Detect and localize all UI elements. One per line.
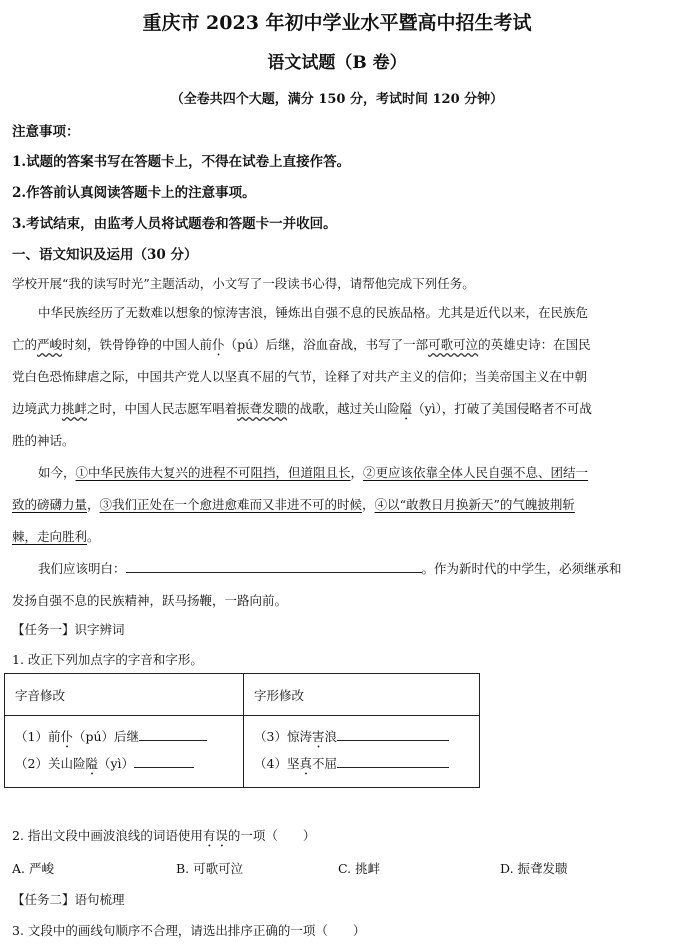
dotted-char: 仆 bbox=[212, 337, 225, 352]
passage-line: 致的磅礴力量，③我们正处在一个愈进愈难而又非进不可的时候，④以“敢教日月换新天”的气魄披荆斩 bbox=[12, 497, 575, 512]
passage-line: 棘，走向胜利。 bbox=[12, 529, 100, 544]
question-2: 2. 指出文段中画波浪线的词语使用有误的一项（ ） bbox=[12, 828, 316, 843]
answer-blank[interactable] bbox=[126, 558, 422, 573]
reading-passage bbox=[12, 297, 662, 617]
notice-item-3: 3.考试结束，由监考人员将试题卷和答题卡一并收回。 bbox=[12, 216, 337, 232]
answer-blank[interactable] bbox=[337, 753, 449, 768]
exam-info: （全卷共四个大题，满分 150 分，考试时间 120 分钟） bbox=[170, 92, 504, 107]
question-1: 1. 改正下列加点字的字音和字形。 bbox=[12, 652, 203, 667]
underlined-sentence: 棘，走向胜利 bbox=[12, 529, 88, 544]
underlined-sentence: ③我们正处在一个愈进愈难而又非进不可的时候 bbox=[99, 497, 363, 512]
table-cell-character: （3）惊涛害浪 （4）坚真不屈 bbox=[244, 716, 480, 788]
option-a[interactable]: A. 严峻 bbox=[12, 861, 54, 876]
table-header-pronunciation: 字音修改 bbox=[5, 674, 244, 716]
task2-heading: 【任务二】语句梳理 bbox=[12, 892, 125, 907]
answer-blank[interactable] bbox=[337, 726, 449, 741]
option-c[interactable]: C. 挑衅 bbox=[338, 861, 381, 876]
table-header-character: 字形修改 bbox=[244, 674, 480, 716]
wavy-word: 振聋发聩 bbox=[237, 401, 288, 416]
passage-line: 我们应该明白： 。作为新时代的中学生，必须继承和 bbox=[12, 553, 662, 585]
underlined-sentence: ①中华民族伟大复兴的进程不可阻挡，但道阻且长 bbox=[75, 465, 351, 480]
passage-line: 党白色恐怖肆虐之际，中国共产党人以坚真不屈的气节，诠释了对共产主义的信仰；当美帝国主义在中朝 bbox=[12, 369, 588, 384]
passage-line: 胜的神话。 bbox=[12, 433, 75, 448]
table-cell-pronunciation: （1）前仆（pú）后继 （2）关山险隘（yì） bbox=[5, 716, 244, 788]
answer-blank[interactable] bbox=[139, 726, 207, 741]
wavy-word: 可歌可泣 bbox=[428, 337, 479, 352]
notice-heading: 注意事项： bbox=[12, 124, 80, 140]
section1-intro: 学校开展“我的读写时光”主题活动，小文写了一段读书心得，请帮他完成下列任务。 bbox=[12, 276, 475, 291]
section1-heading: 一、语文知识及运用（30 分） bbox=[12, 247, 198, 263]
passage-line: 中华民族经历了无数难以想象的惊涛害浪，锤炼出自强不息的民族品格。尤其是近代以来，在民族危 bbox=[38, 305, 589, 320]
task1-heading: 【任务一】识字辨词 bbox=[12, 622, 125, 637]
question-3: 3. 文段中的画线句顺序不合理，请选出排序正确的一项（ ） bbox=[12, 923, 366, 938]
wavy-word: 严峻 bbox=[37, 337, 63, 352]
passage-line: 边境武力挑衅之时，中国人民志愿军唱着振聋发聩的战歌，越过关山险隘（yì），打破了美国侵略者不可战 bbox=[12, 401, 592, 416]
option-d[interactable]: D. 振聋发聩 bbox=[500, 861, 568, 876]
notice-item-1: 1.试题的答案书写在答题卡上，不得在试卷上直接作答。 bbox=[12, 154, 351, 170]
dotted-char: 隘 bbox=[399, 401, 413, 416]
correction-table bbox=[4, 673, 480, 788]
wavy-word: 挑衅 bbox=[62, 401, 88, 416]
underlined-sentence: 致的磅礴力量 bbox=[12, 497, 88, 512]
passage-line: 如今，①中华民族伟大复兴的进程不可阻挡，但道阻且长，②更应该依靠全体人民自强不息、团结一 bbox=[38, 465, 589, 480]
exam-subtitle: 语文试题（B 卷） bbox=[267, 53, 407, 73]
passage-line: 发扬自强不息的民族精神，跃马扬鞭，一路向前。 bbox=[12, 593, 288, 608]
underlined-sentence: ②更应该依靠全体人民自强不息、团结一 bbox=[363, 465, 589, 480]
underlined-sentence: ④以“敢教日月换新天”的气魄披荆斩 bbox=[374, 497, 575, 512]
exam-title: 重庆市 2023 年初中学业水平暨高中招生考试 bbox=[142, 12, 532, 34]
passage-line: 亡的严峻时刻，铁骨铮铮的中国人前仆（pú）后继，浴血奋战，书写了一部可歌可泣的英雄史诗：在国民 bbox=[12, 337, 591, 352]
notice-item-2: 2.作答前认真阅读答题卡上的注意事项。 bbox=[12, 185, 256, 201]
answer-blank[interactable] bbox=[134, 753, 194, 768]
option-b[interactable]: B. 可歌可泣 bbox=[176, 861, 244, 876]
